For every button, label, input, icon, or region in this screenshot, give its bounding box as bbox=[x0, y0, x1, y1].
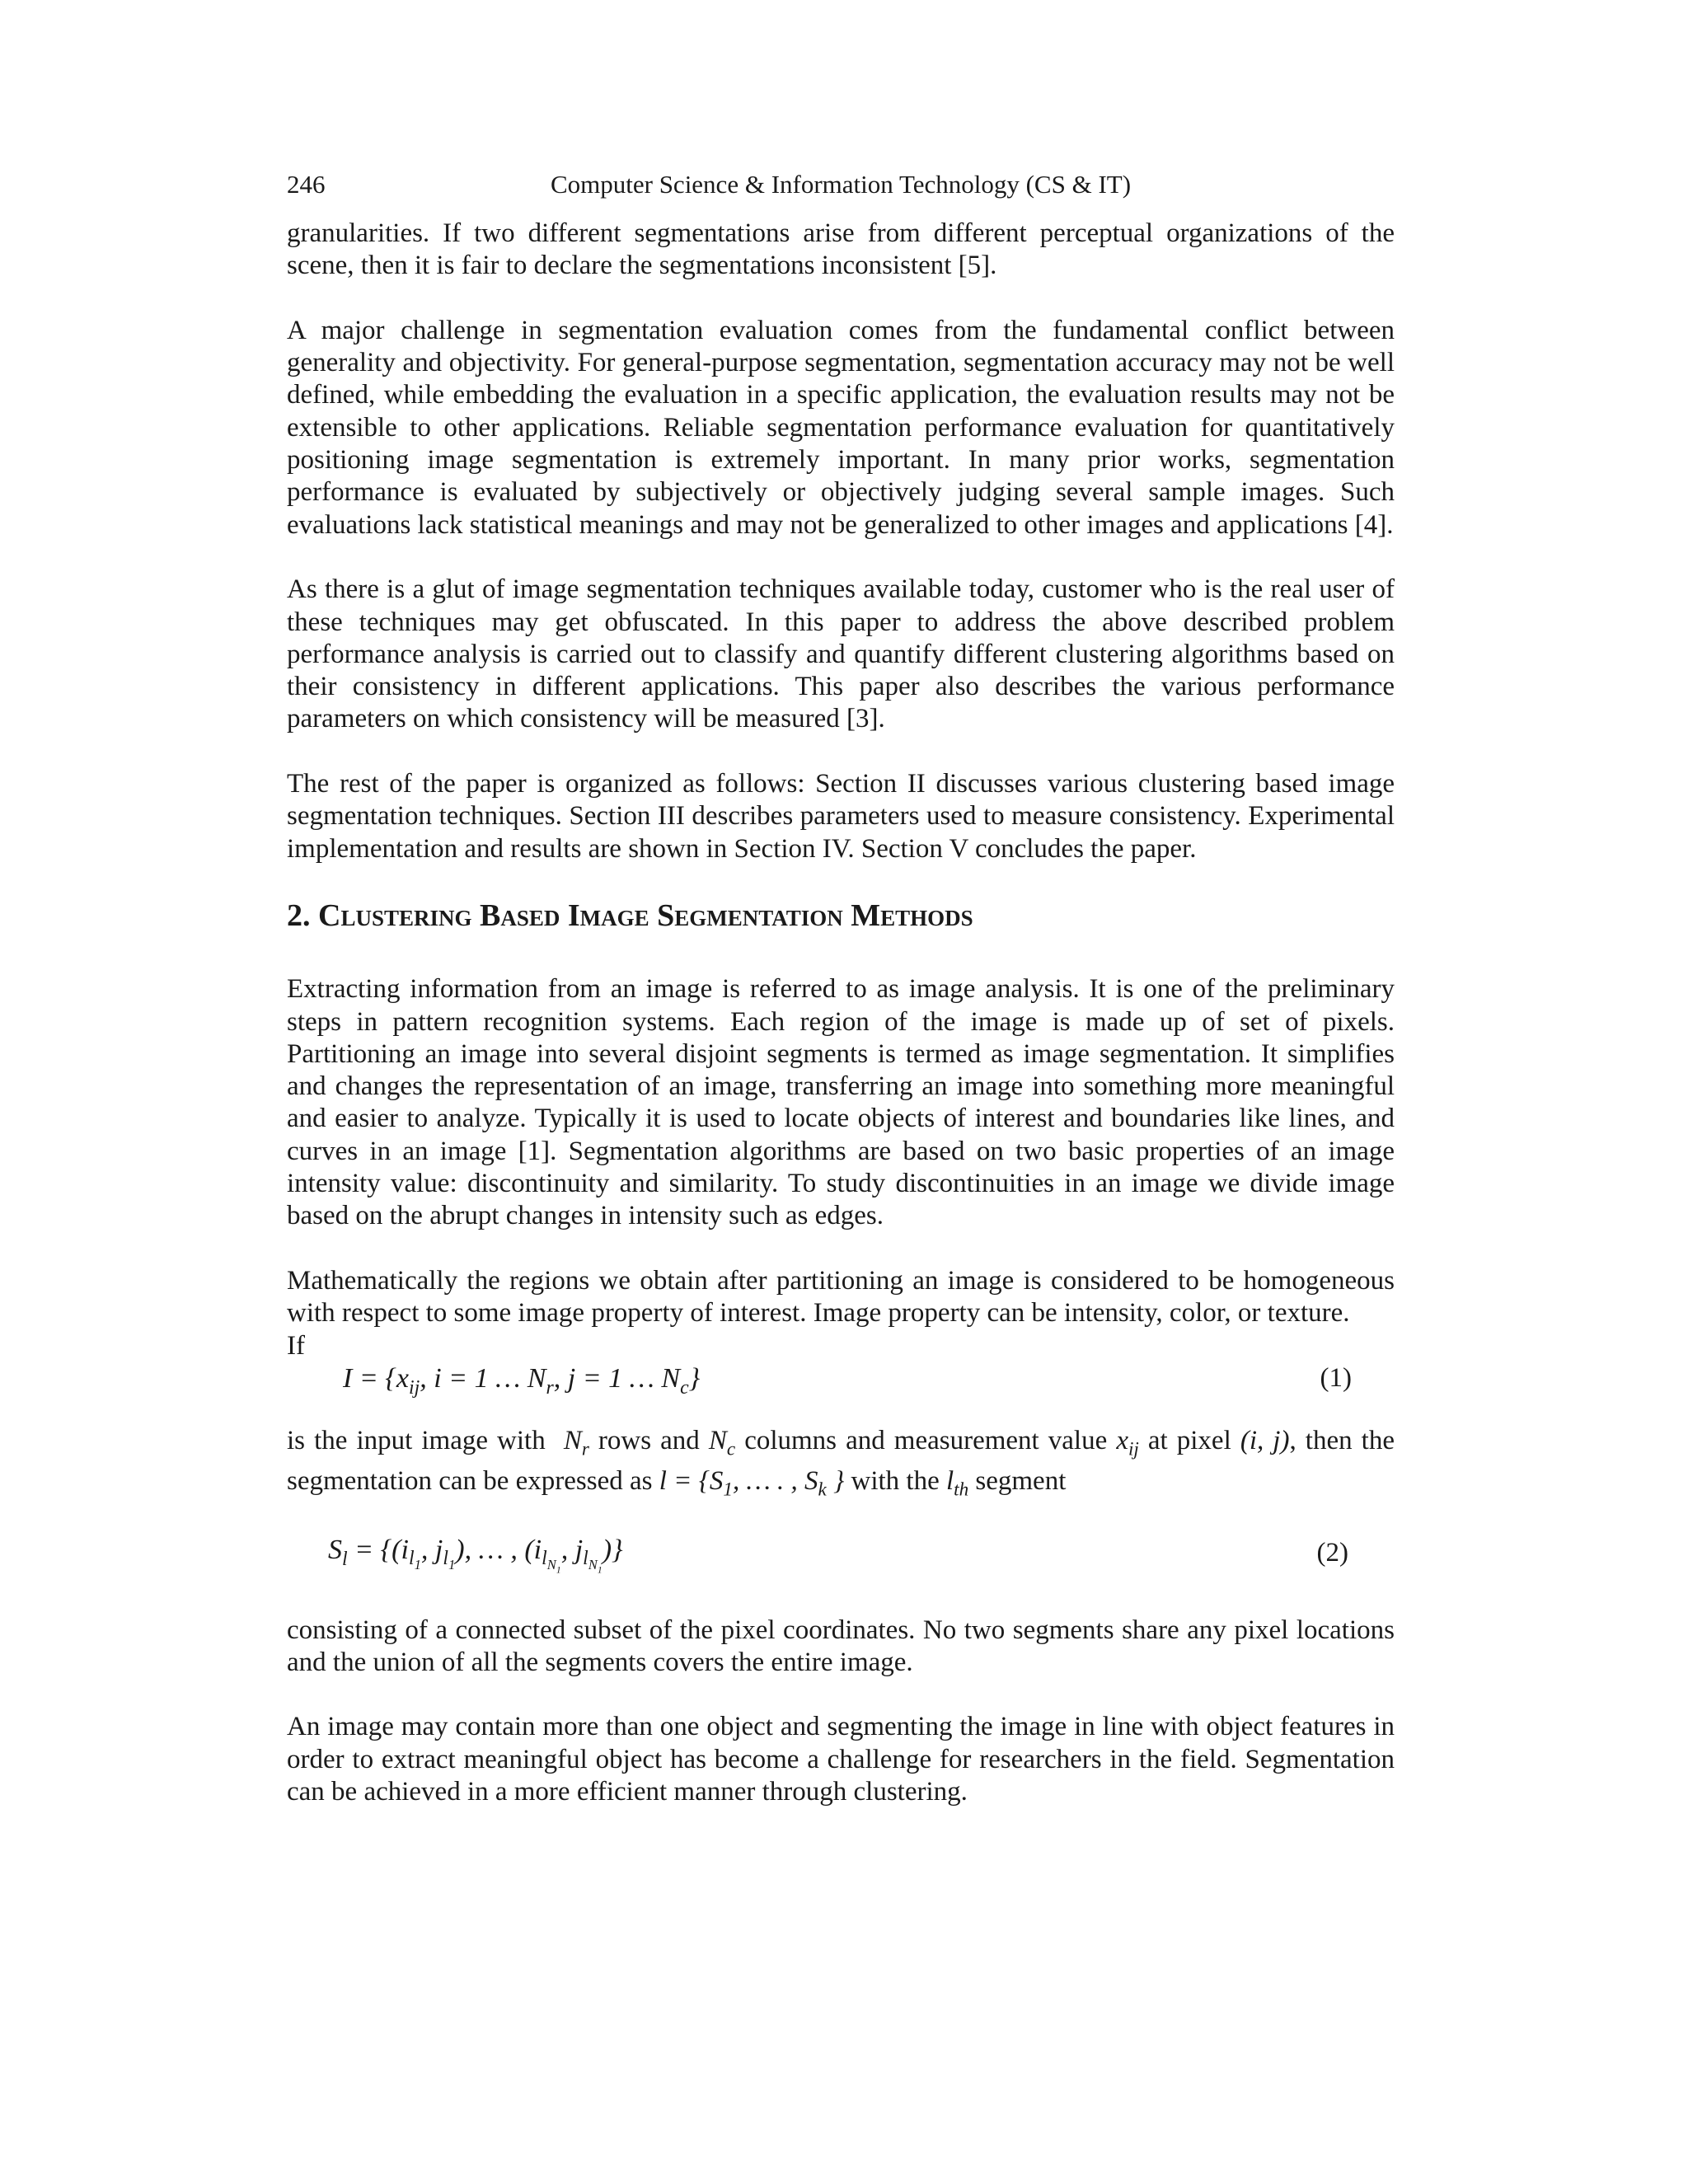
paragraph-connected-subset: consisting of a connected subset of the pixel coordinates. No two segments share any pixel locations and the union of all the segments covers the entire image. bbox=[287, 1615, 1395, 1677]
section-title: Clustering Based Image Segmentation Methods bbox=[318, 898, 973, 934]
paragraph-extracting-information: Extracting information from an image is referred to as image analysis. It is one of the preliminary steps in pattern recognition systems. Each region of the image is made up of set of pixels. Partitioning an image into several disjoint segments is termed as image segmentation. It simplifies and changes the representation of an image, transferring an image into something more meaningful and easier to analyze. Typically it is used to locate objects of interest and boundaries like lines, and curves in an image [1]. Segmentation algorithms are based on two basic properties of an image intensity value: discontinuity and similarity. To study discontinuities in an image we divide image based on the abrupt changes in intensity such as edges. bbox=[287, 974, 1395, 1231]
paragraph-if: If bbox=[287, 1330, 305, 1361]
paragraph-more-than-one-object: An image may contain more than one object and segmenting the image in line with object features in order to extract meaningful object has become a challenge for researchers in the field. Segmentation can be achieved in a more efficient manner through clustering. bbox=[287, 1712, 1395, 1807]
page-body bbox=[287, 218, 1395, 1841]
paragraph-mathematically: Mathematically the regions we obtain after partitioning an image is considered to be homogeneous with respect to some image property of interest. Image property can be intensity, color, or texture. bbox=[287, 1265, 1395, 1329]
equation-1 bbox=[287, 1362, 1395, 1405]
equation-2 bbox=[287, 1529, 1395, 1586]
equation-1-expression: $I = \{x_{ij}$, i = 1 … $N_r$, j = 1 … $N_c$} bbox=[343, 1362, 701, 1399]
page-number: 246 bbox=[287, 170, 326, 199]
running-header bbox=[287, 170, 1395, 203]
equation-2-expression: $S_l = \{(i_{l_1}$, $j_{l_1}$), … , ($i_{l_{N_1}}$, $j_{l_{N_1}}$)} bbox=[328, 1534, 623, 1576]
section-number: 2 bbox=[287, 898, 302, 934]
journal-title: Computer Science & Information Technology (CS & IT) bbox=[550, 170, 1132, 199]
paragraph-major-challenge: A major challenge in segmentation evaluation comes from the fundamental conflict between generality and objectivity. For general-purpose segmentation, segmentation accuracy may not be well defined, while embedding the evaluation in a specific application, the evaluation results may not be extensible to other applications. Reliable segmentation performance evaluation for quantitatively positioning image segmentation is extremely important. In many prior works, segmentation performance is evaluated by subjectively or objectively judging several sample images. Such evaluations lack statistical meanings and may not be generalized to other images and applications [4]. bbox=[287, 315, 1395, 540]
paragraph-input-image: is the input image with $N_r$ rows and $N_c$ columns and measurement value $x_{ij}$ at pixel (i, j), then the segmentation can be expressed as $l = \{S_1$, … . , $S_k$ } with the $l_{th}$ segment bbox=[287, 1425, 1395, 1500]
paragraph-paper-organization: The rest of the paper is organized as follows: Section II discusses various clustering based image segmentation techniques. Section III describes parameters used to measure consistency. Experimental implementation and results are shown in Section IV. Section V concludes the paper. bbox=[287, 769, 1395, 864]
equation-2-number: (2) bbox=[1316, 1537, 1348, 1568]
equation-1-number: (1) bbox=[1320, 1362, 1352, 1393]
paragraph-granularities: granularities. If two different segmentations arise from different perceptual organizations of the scene, then it is fair to declare the segmentations inconsistent [5]. bbox=[287, 218, 1395, 281]
paragraph-glut-of-techniques: As there is a glut of image segmentation techniques available today, customer who is the real user of these techniques may get obfuscated. In this paper to address the above described problem performance analysis is carried out to classify and quantify different clustering algorithms based on their consistency in different applications. This paper also describes the various performance parameters on which consistency will be measured [3]. bbox=[287, 574, 1395, 734]
section-heading: 2. Clustering Based Image Segmentation Methods bbox=[287, 898, 973, 934]
